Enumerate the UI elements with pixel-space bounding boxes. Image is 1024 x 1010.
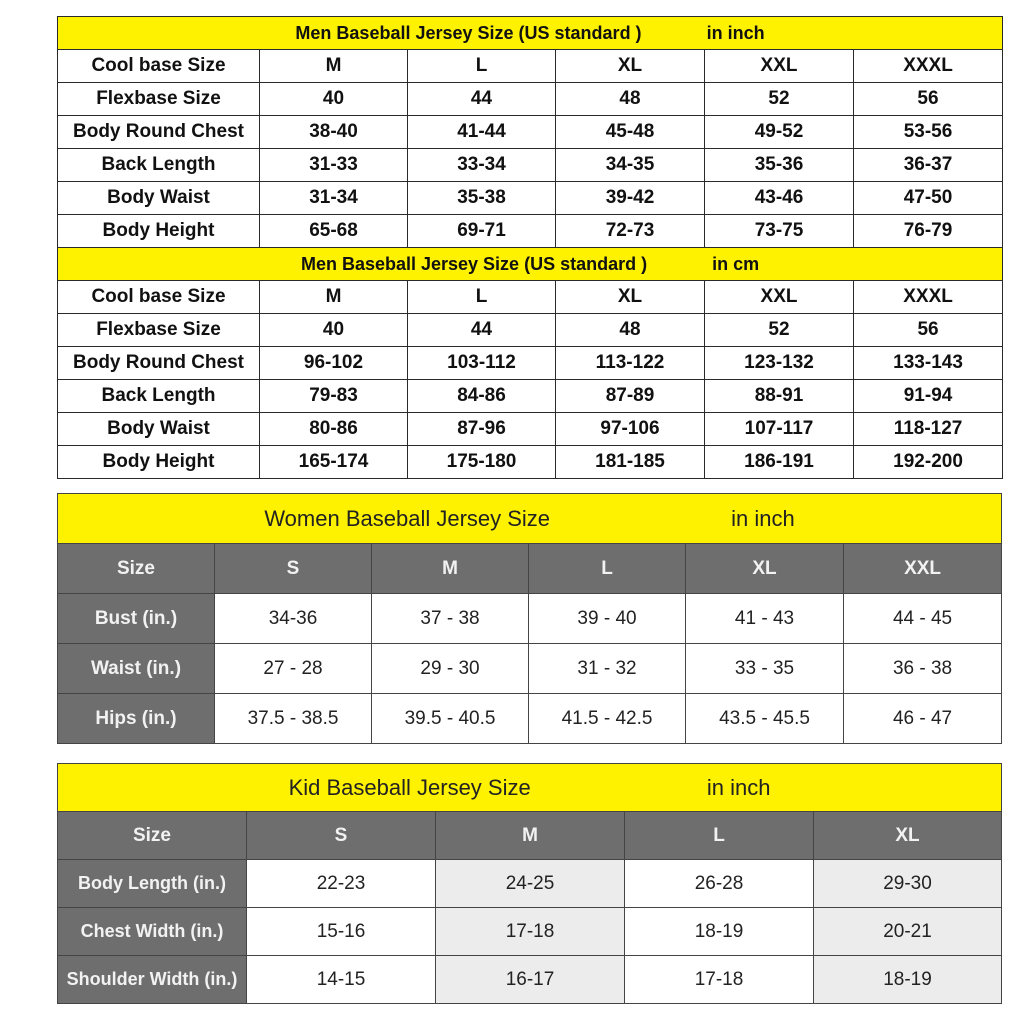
table-row [58, 281, 1003, 314]
table-cell: 18-19 [814, 956, 1002, 1004]
row-label: Body Round Chest [58, 347, 260, 380]
table-row [58, 182, 1003, 215]
table-cell: 31 - 32 [529, 644, 686, 694]
table-cell: 39 - 40 [529, 594, 686, 644]
table-cell: 17-18 [436, 908, 625, 956]
table-cell: XXL [705, 50, 854, 83]
table-title-text: Men Baseball Jersey Size (US standard ) [300, 253, 648, 274]
table-cell: 72-73 [556, 215, 705, 248]
table-cell: 84-86 [408, 380, 556, 413]
table-cell: 43.5 - 45.5 [686, 694, 844, 744]
table-cell: 73-75 [705, 215, 854, 248]
row-label: Back Length [58, 380, 260, 413]
table-cell: 34-35 [556, 149, 705, 182]
table-cell: 33 - 35 [686, 644, 844, 694]
row-label: Body Round Chest [58, 116, 260, 149]
table-cell: 36 - 38 [844, 644, 1002, 694]
table-cell: 76-79 [854, 215, 1003, 248]
column-header: XL [686, 544, 844, 594]
table-cell: 41-44 [408, 116, 556, 149]
table-cell: 33-34 [408, 149, 556, 182]
table-cell: 91-94 [854, 380, 1003, 413]
table-cell: 37 - 38 [372, 594, 529, 644]
table-row [58, 956, 1002, 1004]
table-title-row [58, 494, 1002, 544]
table-cell: 52 [705, 314, 854, 347]
table-cell: XXXL [854, 281, 1003, 314]
table-cell: 41 - 43 [686, 594, 844, 644]
column-header: S [247, 812, 436, 860]
table-cell: 34-36 [215, 594, 372, 644]
table-row [58, 347, 1003, 380]
table-cell: 37.5 - 38.5 [215, 694, 372, 744]
kid-size-table [57, 763, 1002, 1004]
table-cell: 24-25 [436, 860, 625, 908]
row-label: Body Height [58, 215, 260, 248]
table-cell: L [408, 50, 556, 83]
table-row [58, 594, 1002, 644]
table-cell: 103-112 [408, 347, 556, 380]
table-cell: 29-30 [814, 860, 1002, 908]
table-cell: 192-200 [854, 446, 1003, 479]
table-cell: 123-132 [705, 347, 854, 380]
table-cell: 181-185 [556, 446, 705, 479]
table-row [58, 116, 1003, 149]
table-cell: 53-56 [854, 116, 1003, 149]
table-title-row [58, 764, 1002, 812]
table-title [58, 494, 1002, 544]
table-row [58, 644, 1002, 694]
table-row [58, 83, 1003, 116]
table-row [58, 446, 1003, 479]
table-cell: 96-102 [260, 347, 408, 380]
table-cell: 27 - 28 [215, 644, 372, 694]
row-label: Flexbase Size [58, 314, 260, 347]
row-label: Body Waist [58, 413, 260, 446]
table-cell: 46 - 47 [844, 694, 1002, 744]
table-cell: L [408, 281, 556, 314]
table-unit: in inch [706, 22, 765, 43]
row-label: Body Waist [58, 182, 260, 215]
table-cell: 175-180 [408, 446, 556, 479]
table-cell: 56 [854, 83, 1003, 116]
table-title-text: Women Baseball Jersey Size [264, 505, 551, 531]
table-cell: 35-38 [408, 182, 556, 215]
table-cell: 43-46 [705, 182, 854, 215]
table-cell: 20-21 [814, 908, 1002, 956]
table-unit: in cm [712, 253, 760, 274]
table-title [58, 248, 1003, 281]
table-row [58, 149, 1003, 182]
table-cell: 44 [408, 83, 556, 116]
table-row [58, 50, 1003, 83]
table-cell: 40 [260, 83, 408, 116]
table-cell: XL [556, 281, 705, 314]
table-cell: 41.5 - 42.5 [529, 694, 686, 744]
table-cell: 186-191 [705, 446, 854, 479]
men-size-table-inch [57, 16, 1003, 248]
table-cell: 165-174 [260, 446, 408, 479]
table-cell: 133-143 [854, 347, 1003, 380]
table-title-text: Men Baseball Jersey Size (US standard ) [295, 22, 642, 43]
table-cell: 80-86 [260, 413, 408, 446]
table-cell: 56 [854, 314, 1003, 347]
table-cell: 69-71 [408, 215, 556, 248]
table-cell: 87-96 [408, 413, 556, 446]
table-cell: 31-34 [260, 182, 408, 215]
table-cell: 22-23 [247, 860, 436, 908]
table-cell: 45-48 [556, 116, 705, 149]
table-cell: 39-42 [556, 182, 705, 215]
row-label: Cool base Size [58, 281, 260, 314]
row-label: Flexbase Size [58, 83, 260, 116]
table-cell: 16-17 [436, 956, 625, 1004]
table-cell: 48 [556, 83, 705, 116]
table-cell: 44 [408, 314, 556, 347]
men-size-table-cm [57, 247, 1003, 479]
column-header: M [372, 544, 529, 594]
table-cell: 97-106 [556, 413, 705, 446]
women-size-table [57, 493, 1002, 744]
table-cell: XXL [705, 281, 854, 314]
table-cell: 38-40 [260, 116, 408, 149]
table-cell: 18-19 [625, 908, 814, 956]
table-row [58, 380, 1003, 413]
table-cell: 44 - 45 [844, 594, 1002, 644]
table-unit: in inch [731, 505, 795, 531]
table-title [58, 764, 1002, 812]
column-header: M [436, 812, 625, 860]
table-cell: 52 [705, 83, 854, 116]
table-cell: 14-15 [247, 956, 436, 1004]
table-cell: M [260, 50, 408, 83]
table-title [58, 17, 1003, 50]
column-header: L [625, 812, 814, 860]
table-row [58, 314, 1003, 347]
column-header: XL [814, 812, 1002, 860]
column-header: S [215, 544, 372, 594]
row-label: Hips (in.) [58, 694, 215, 744]
table-cell: 29 - 30 [372, 644, 529, 694]
table-cell: 107-117 [705, 413, 854, 446]
row-label: Cool base Size [58, 50, 260, 83]
row-label: Waist (in.) [58, 644, 215, 694]
table-title-row [58, 248, 1003, 281]
column-header: L [529, 544, 686, 594]
table-cell: XXXL [854, 50, 1003, 83]
table-row [58, 413, 1003, 446]
table-cell: 47-50 [854, 182, 1003, 215]
table-cell: 118-127 [854, 413, 1003, 446]
row-label: Chest Width (in.) [58, 908, 247, 956]
row-label: Shoulder Width (in.) [58, 956, 247, 1004]
table-cell: 49-52 [705, 116, 854, 149]
table-cell: 26-28 [625, 860, 814, 908]
table-cell: 40 [260, 314, 408, 347]
table-header-row [58, 544, 1002, 594]
table-cell: 35-36 [705, 149, 854, 182]
table-unit: in inch [706, 774, 771, 800]
table-header-row [58, 812, 1002, 860]
table-cell: 36-37 [854, 149, 1003, 182]
column-header: Size [58, 812, 247, 860]
table-row [58, 215, 1003, 248]
table-title-text: Kid Baseball Jersey Size [288, 774, 531, 800]
table-cell: 17-18 [625, 956, 814, 1004]
table-cell: XL [556, 50, 705, 83]
table-cell: 15-16 [247, 908, 436, 956]
table-cell: 31-33 [260, 149, 408, 182]
table-cell: 113-122 [556, 347, 705, 380]
table-cell: 39.5 - 40.5 [372, 694, 529, 744]
table-title-row [58, 17, 1003, 50]
table-row [58, 694, 1002, 744]
column-header: Size [58, 544, 215, 594]
table-cell: 48 [556, 314, 705, 347]
table-cell: M [260, 281, 408, 314]
row-label: Body Length (in.) [58, 860, 247, 908]
table-cell: 79-83 [260, 380, 408, 413]
table-row [58, 860, 1002, 908]
table-row [58, 908, 1002, 956]
row-label: Back Length [58, 149, 260, 182]
row-label: Body Height [58, 446, 260, 479]
table-cell: 65-68 [260, 215, 408, 248]
table-cell: 88-91 [705, 380, 854, 413]
row-label: Bust (in.) [58, 594, 215, 644]
table-cell: 87-89 [556, 380, 705, 413]
column-header: XXL [844, 544, 1002, 594]
